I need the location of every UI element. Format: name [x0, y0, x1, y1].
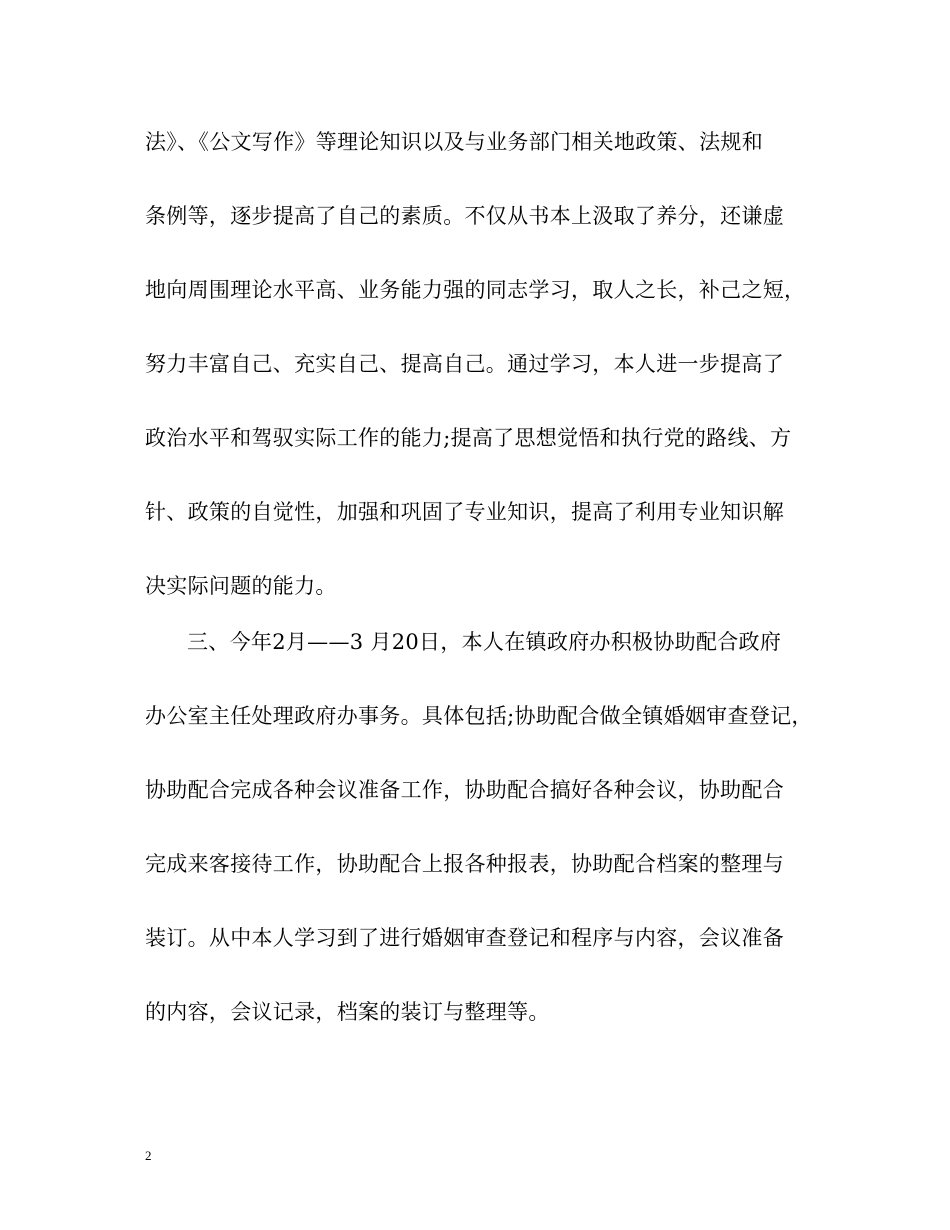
page-number: 2 [145, 1148, 152, 1163]
paragraph-1-line-5: 政治水平和驾驭实际工作的能力;提高了思想觉悟和执行党的路线、方 [145, 426, 792, 450]
paragraph-2-line-6: 的内容，会议记录，档案的装订与整理等。 [145, 1000, 550, 1024]
paragraph-2-line-2: 办公室主任处理政府办事务。具体包括;协助配合做全镇婚姻审查登记， [145, 704, 813, 728]
paragraph-1-line-2: 条例等，逐步提高了自己的素质。不仅从书本上汲取了养分，还谦虚 [145, 204, 784, 228]
paragraph-2-line-4: 完成来客接待工作，协助配合上报各种报表，协助配合档案的整理与 [145, 852, 784, 876]
paragraph-1-line-1: 法》、《公文写作》等理论知识以及与业务部门相关地政策、法规和 [145, 130, 763, 154]
paragraph-1-line-4: 努力丰富自己、充实自己、提高自己。通过学习，本人进一步提高了 [145, 352, 784, 376]
paragraph-2-line-3: 协助配合完成各种会议准备工作，协助配合搞好各种会议，协助配合 [145, 778, 784, 802]
paragraph-1-line-3: 地向周围理论水平高、业务能力强的同志学习，取人之长，补己之短， [145, 278, 806, 302]
paragraph-1-line-7: 决实际问题的能力。 [145, 574, 337, 598]
paragraph-2-line-5: 装订。从中本人学习到了进行婚姻审查登记和程序与内容，会议准备 [145, 926, 784, 950]
paragraph-2-line-1: 三、今年2月——3 月20日，本人在镇政府办积极协助配合政府 [187, 630, 782, 654]
paragraph-1-line-6: 针、政策的自觉性，加强和巩固了专业知识，提高了利用专业知识解 [145, 500, 784, 524]
